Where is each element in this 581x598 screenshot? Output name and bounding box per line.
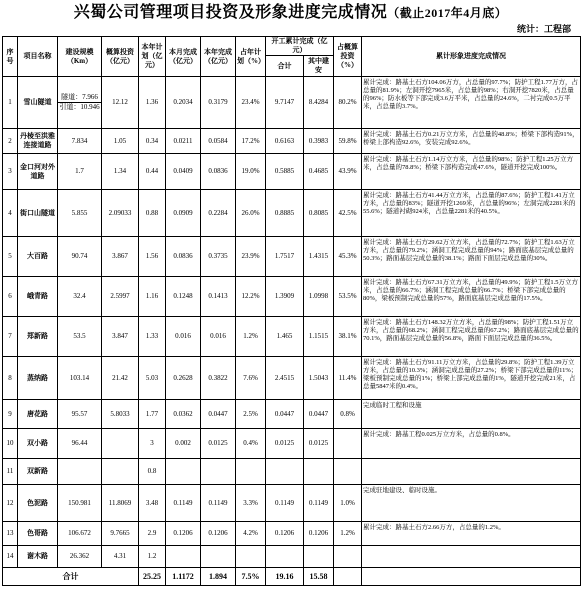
table-row	[3, 485, 581, 522]
table-body	[3, 77, 581, 568]
cell-progress	[362, 546, 581, 568]
cell-scale: 1.7	[58, 154, 102, 190]
cell-plan: 5.03	[139, 357, 166, 400]
total-plan: 25.25	[139, 568, 166, 586]
header-month-done: 本月完成（亿元）	[166, 37, 201, 77]
cell-incl	[304, 546, 334, 568]
report-title: 兴蜀公司管理项目投资及形象进度完成情况（截止2017年4月底）	[73, 4, 508, 21]
cell-plan: 0.88	[139, 190, 166, 237]
scale-tunnel: 隧道：7.966	[61, 93, 98, 101]
cell-budget: 21.42	[102, 357, 139, 400]
cell-budget: 11.8069	[102, 485, 139, 522]
cell-year: 0.0836	[201, 154, 236, 190]
cell-year-pct: 2.5%	[236, 400, 266, 429]
cell-incl: 0.0447	[304, 400, 334, 429]
cell-year: 0.0447	[201, 400, 236, 429]
cell-incl: 0.4685	[304, 154, 334, 190]
report-subtitle: （截止2017年4月底）	[387, 6, 508, 20]
cell-budget	[102, 459, 139, 485]
cell-seq: 1	[3, 77, 18, 129]
cell-year: 0.3735	[201, 237, 236, 277]
cell-plan: 2.9	[139, 522, 166, 546]
cell-plan: 1.77	[139, 400, 166, 429]
cell-year-pct: 26.0%	[236, 190, 266, 237]
cell-plan: 1.16	[139, 277, 166, 317]
cell-year-pct: 19.0%	[236, 154, 266, 190]
cell-year: 0.1149	[201, 485, 236, 522]
cell-budget-pct: 0.8%	[334, 400, 362, 429]
cell-month: 0.0362	[166, 400, 201, 429]
cell-budget: 4.31	[102, 546, 139, 568]
header-year-done: 本年完成（亿元）	[201, 37, 236, 77]
cell-month: 0.0211	[166, 129, 201, 154]
cell-budget: 3.867	[102, 237, 139, 277]
cell-name: 双小路	[18, 429, 58, 459]
cell-year-pct: 4.2%	[236, 522, 266, 546]
cell-cum: 0.6163	[266, 129, 304, 154]
cell-progress: 累计完成：路基土石方104.06万方，占总量的97.7%；防护工程1.77万方，占总量的81.9%；左洞开挖7965米，占总量的98%；右洞开挖7820米，占总量的96%；防水板等下部完成3.6万平米，占总量的24.6%，二衬完成0.5万平米，占总量的3.7%。	[362, 77, 581, 129]
progress-table	[2, 36, 581, 586]
cell-budget-pct: 1.0%	[334, 485, 362, 522]
cell-name: 谢木路	[18, 546, 58, 568]
table-row	[3, 357, 581, 400]
header-scale: 建设规模（Km）	[58, 37, 102, 77]
cell-cum: 2.4515	[266, 357, 304, 400]
cell-incl: 1.1515	[304, 317, 334, 357]
cell-budget-pct: 45.3%	[334, 237, 362, 277]
cell-incl: 1.4315	[304, 237, 334, 277]
cell-year	[201, 546, 236, 568]
cell-budget-pct: 1.2%	[334, 522, 362, 546]
cell-name: 色哥路	[18, 522, 58, 546]
cell-year	[201, 459, 236, 485]
table-row	[3, 129, 581, 154]
cell-budget	[102, 429, 139, 459]
cell-month: 0.2034	[166, 77, 201, 129]
cell-scale: 26.362	[58, 546, 102, 568]
cell-scale: 106.672	[58, 522, 102, 546]
header-name: 项目名称	[18, 37, 58, 77]
cell-incl: 0.8085	[304, 190, 334, 237]
cell-progress: 累计完成：路基土石方0.21万立方米，占总量的48.8%；桥梁下部构造91%，桥梁上部构造92.6%，安装完成92.6%。	[362, 129, 581, 154]
cell-year: 0.3179	[201, 77, 236, 129]
table-row	[3, 277, 581, 317]
cell-budget: 1.34	[102, 154, 139, 190]
cell-scale: 95.57	[58, 400, 102, 429]
cell-month: 0.0836	[166, 237, 201, 277]
total-label: 合计	[3, 568, 139, 586]
cell-year-pct	[236, 459, 266, 485]
cell-plan: 0.34	[139, 129, 166, 154]
cell-seq: 9	[3, 400, 18, 429]
total-budget-pct	[334, 568, 362, 586]
cell-name: 街口山隧道	[18, 190, 58, 237]
cell-month: 0.002	[166, 429, 201, 459]
cell-budget-pct: 38.1%	[334, 317, 362, 357]
cell-month: 0.2628	[166, 357, 201, 400]
cell-seq: 14	[3, 546, 18, 568]
cell-seq: 13	[3, 522, 18, 546]
total-progress	[362, 568, 581, 586]
cell-seq: 8	[3, 357, 18, 400]
cell-name: 丹棱至洪雅连接道路	[18, 129, 58, 154]
header-cum-incl: 其中建安	[304, 56, 334, 77]
cell-scale: 53.5	[58, 317, 102, 357]
cell-progress: 累计完成：路基土石方148.32万立方米，占总量的98%；防护工程1.51万立方米，占总量的68.2%；涵洞工程完成总量的67.2%；路面底基层完成总量的70.1%，路面基层完成总量的56.8%，路面下面层完成总量的36.5%。	[362, 317, 581, 357]
cell-month: 0.1206	[166, 522, 201, 546]
cell-cum: 1.3909	[266, 277, 304, 317]
cell-scale: 150.981	[58, 485, 102, 522]
header-budget: 概算投资（亿元）	[102, 37, 139, 77]
cell-year: 0.0125	[201, 429, 236, 459]
cell-scale: 5.855	[58, 190, 102, 237]
cell-year: 0.0584	[201, 129, 236, 154]
cell-budget: 3.847	[102, 317, 139, 357]
header-progress: 累计形象进度完成情况	[362, 37, 581, 77]
table-row	[3, 190, 581, 237]
cell-budget: 2.5997	[102, 277, 139, 317]
cell-name: 郑新路	[18, 317, 58, 357]
cell-progress: 累计完成：路基土石方41.44万立方米，占总量的87.6%；防护工程1.41万立方米，占总量的83%；隧道开挖1269米，占总量的96%；左洞完成2281米的55.6%；隧道衬砌924米，占总量2281米的40.5%。	[362, 190, 581, 237]
cell-year-pct: 23.9%	[236, 237, 266, 277]
cell-plan: 0.8	[139, 459, 166, 485]
cell-year: 0.016	[201, 317, 236, 357]
cell-progress: 累计完成：路基工程0.025万立方米，占总量的0.8%。	[362, 429, 581, 459]
cell-year: 0.1413	[201, 277, 236, 317]
cell-cum: 0.5885	[266, 154, 304, 190]
cell-name: 峨青路	[18, 277, 58, 317]
table-row	[3, 459, 581, 485]
cell-cum: 0.8885	[266, 190, 304, 237]
cell-plan: 1.56	[139, 237, 166, 277]
cell-cum	[266, 459, 304, 485]
table-row	[3, 522, 581, 546]
cell-cum: 1.465	[266, 317, 304, 357]
total-month: 1.1172	[166, 568, 201, 586]
total-year: 1.894	[201, 568, 236, 586]
cell-budget-pct: 59.8%	[334, 129, 362, 154]
cell-plan: 1.33	[139, 317, 166, 357]
cell-year-pct: 0.4%	[236, 429, 266, 459]
cell-name: 蒸纳路	[18, 357, 58, 400]
cell-incl: 1.5043	[304, 357, 334, 400]
cell-scale: 32.4	[58, 277, 102, 317]
cell-year-pct: 12.2%	[236, 277, 266, 317]
cell-year: 0.1206	[201, 522, 236, 546]
cell-year-pct: 7.6%	[236, 357, 266, 400]
cell-scale	[58, 77, 102, 129]
cell-name: 雪山隧道	[18, 77, 58, 129]
cell-cum	[266, 546, 304, 568]
cell-cum: 0.0447	[266, 400, 304, 429]
cell-scale: 103.14	[58, 357, 102, 400]
cell-scale: 96.44	[58, 429, 102, 459]
cell-plan: 1.2	[139, 546, 166, 568]
cell-budget: 9.7665	[102, 522, 139, 546]
cell-incl: 0.3983	[304, 129, 334, 154]
cell-seq: 6	[3, 277, 18, 317]
cell-incl: 0.0125	[304, 429, 334, 459]
cell-month: 0.0909	[166, 190, 201, 237]
cell-year-pct: 1.2%	[236, 317, 266, 357]
table-row	[3, 400, 581, 429]
cell-year: 0.2284	[201, 190, 236, 237]
cell-seq: 5	[3, 237, 18, 277]
total-year-pct: 7.5%	[236, 568, 266, 586]
cell-seq: 4	[3, 190, 18, 237]
cell-cum: 0.0125	[266, 429, 304, 459]
cell-cum: 1.7517	[266, 237, 304, 277]
cell-progress: 累计完成：路基土石方2.66万方，占总量的1.2%。	[362, 522, 581, 546]
cell-month: 0.1248	[166, 277, 201, 317]
header-cum-total: 合计	[266, 56, 304, 77]
cell-progress	[362, 459, 581, 485]
cell-budget-pct: 11.4%	[334, 357, 362, 400]
cell-year: 0.3822	[201, 357, 236, 400]
table-row	[3, 154, 581, 190]
cell-name: 大百路	[18, 237, 58, 277]
cell-seq: 2	[3, 129, 18, 154]
cell-seq: 11	[3, 459, 18, 485]
total-cum: 19.16	[266, 568, 304, 586]
cell-budget: 1.05	[102, 129, 139, 154]
cell-year-pct: 23.4%	[236, 77, 266, 129]
cell-month	[166, 546, 201, 568]
cell-plan: 0.44	[139, 154, 166, 190]
cell-month: 0.1149	[166, 485, 201, 522]
cell-scale	[58, 459, 102, 485]
stat-note: 统计：工程部	[516, 24, 571, 34]
table-row	[3, 317, 581, 357]
cell-plan: 3.48	[139, 485, 166, 522]
cell-progress: 累计完成：路基土石方91.11万立方米，占总量的29.8%；防护工程1.39万立方米，占总量的10.3%；涵洞完成总量的27.2%；桥梁下部完成总量的11%；梁板预制完成总量的1%；桥梁上部完成总量的1%，隧道开挖完成21米，占总量5847米的0.4%。	[362, 357, 581, 400]
cell-month: 0.0409	[166, 154, 201, 190]
cell-budget-pct	[334, 546, 362, 568]
cell-progress: 完成驻地建设、临时设施。	[362, 485, 581, 522]
cell-seq: 7	[3, 317, 18, 357]
cell-cum: 0.1149	[266, 485, 304, 522]
header-seq: 序号	[3, 37, 18, 77]
cell-budget-pct: 43.9%	[334, 154, 362, 190]
cell-name: 金口河对外道路	[18, 154, 58, 190]
cell-scale: 90.74	[58, 237, 102, 277]
header-cum-group: 开工累计完成（亿元）	[266, 37, 334, 56]
cell-plan: 3	[139, 429, 166, 459]
table-row	[3, 546, 581, 568]
cell-incl: 8.4284	[304, 77, 334, 129]
table-row	[3, 77, 581, 129]
cell-seq: 12	[3, 485, 18, 522]
cell-budget-pct: 53.5%	[334, 277, 362, 317]
cell-cum: 9.7147	[266, 77, 304, 129]
cell-incl: 0.1149	[304, 485, 334, 522]
scale-split	[58, 93, 101, 112]
cell-budget-pct: 80.2%	[334, 77, 362, 129]
cell-progress: 累计完成：路基土石方29.62万立方米，占总量的72.7%；防护工程1.63万立方米，占总量的79.2%；涵洞工程完成总量的94%；路面底基层完成总量的50.3%；路面基层完成总量的38.1%；路面下面层完成总量的30%。	[362, 237, 581, 277]
cell-seq: 10	[3, 429, 18, 459]
cell-cum: 0.1206	[266, 522, 304, 546]
cell-budget: 2.09033	[102, 190, 139, 237]
table-row	[3, 429, 581, 459]
cell-progress: 累计完成：路基土石方1.14万立方米，占总量的98%；防护工程1.25万立方米，占总量的78.8%；桥梁下部构造完成47.6%，隧道开挖完成100%。	[362, 154, 581, 190]
cell-year-pct	[236, 546, 266, 568]
cell-month	[166, 459, 201, 485]
cell-name: 唐花路	[18, 400, 58, 429]
cell-budget-pct	[334, 459, 362, 485]
total-row	[3, 568, 581, 586]
header-annual-plan: 本年计划（亿元）	[139, 37, 166, 77]
cell-year-pct: 17.2%	[236, 129, 266, 154]
cell-name: 色泥路	[18, 485, 58, 522]
total-incl: 15.58	[304, 568, 334, 586]
cell-name: 双新路	[18, 459, 58, 485]
cell-progress: 完成临时工程和设施	[362, 400, 581, 429]
cell-seq: 3	[3, 154, 18, 190]
header-budget-pct: 占概算投资（%）	[334, 37, 362, 77]
cell-year-pct: 3.3%	[236, 485, 266, 522]
cell-budget-pct	[334, 429, 362, 459]
cell-month: 0.016	[166, 317, 201, 357]
cell-incl: 0.1206	[304, 522, 334, 546]
cell-budget-pct: 42.5%	[334, 190, 362, 237]
cell-incl: 1.0998	[304, 277, 334, 317]
cell-budget: 12.12	[102, 77, 139, 129]
cell-budget: 5.8033	[102, 400, 139, 429]
cell-progress: 累计完成：路基土石方67.31万立方米，占总量的49.9%；防护工程1.5万立方米，占总量的66.7%；涵洞工程完成总量的66.7%；桥梁下部完成总量的80%，梁板预制完成总量的57%，路面底基层完成总量的17.5%。	[362, 277, 581, 317]
cell-scale: 7.834	[58, 129, 102, 154]
table-row	[3, 237, 581, 277]
cell-plan: 1.36	[139, 77, 166, 129]
cell-incl	[304, 459, 334, 485]
header-year-pct: 占年计划（%）	[236, 37, 266, 77]
scale-approach: 引道：10.946	[59, 103, 100, 111]
